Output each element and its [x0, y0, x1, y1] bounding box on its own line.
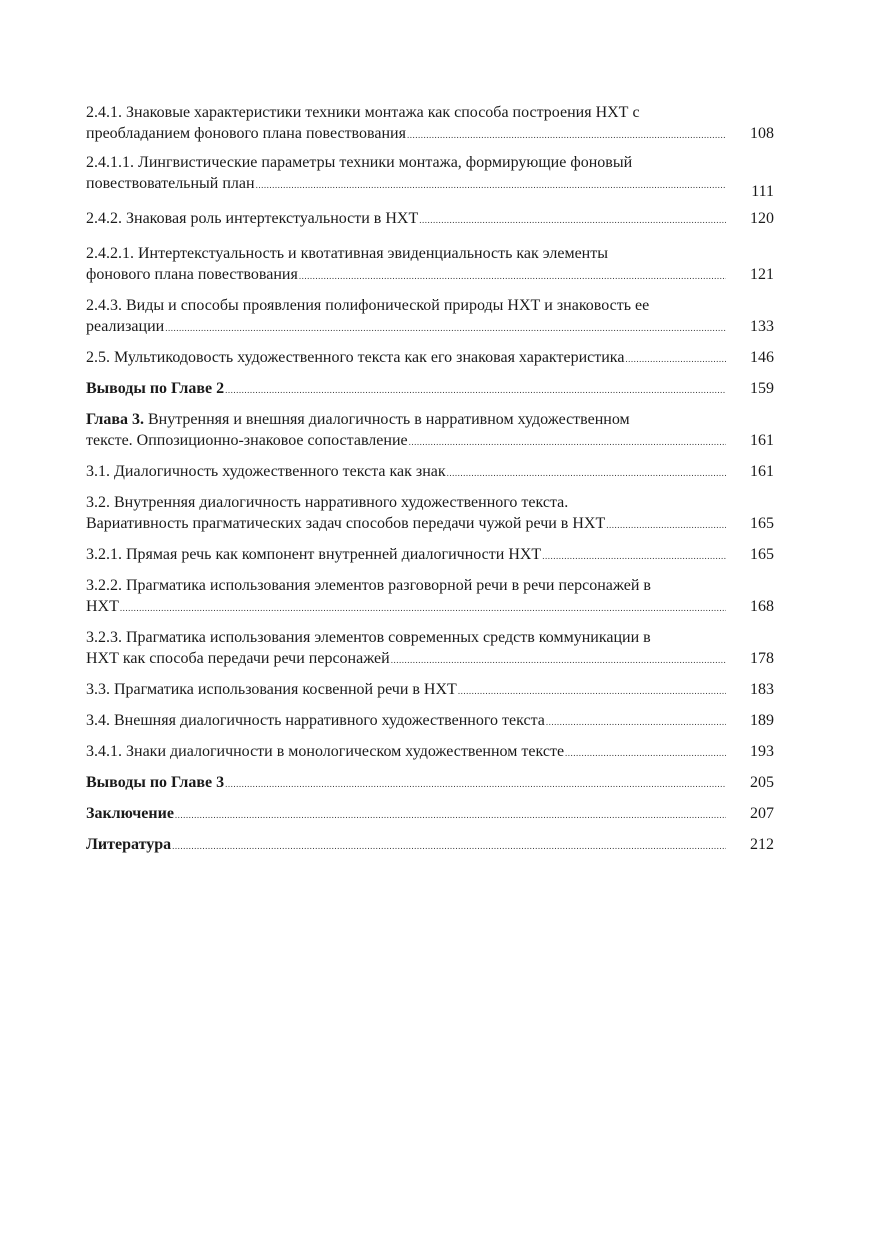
toc-line: Выводы по Главе 2	[86, 380, 225, 397]
page-number: 159	[750, 380, 774, 397]
page-number: 133	[750, 318, 774, 335]
toc-entry[interactable]	[86, 575, 774, 617]
toc-line: 2.4.2.1. Интертекстуальность и квотативная эвиденциальность как элементы	[86, 245, 608, 262]
page-number: 178	[750, 650, 774, 667]
toc-line: 2.4.1. Знаковые характеристики техники монтажа как способа построения НХТ с	[86, 104, 640, 121]
toc-line: реализации	[86, 318, 165, 335]
toc-entry[interactable]	[86, 208, 774, 229]
dot-leader	[419, 216, 726, 225]
page-number: 193	[750, 743, 774, 760]
toc-line: 2.4.1.1. Лингвистические параметры техники монтажа, формирующие фоновый	[86, 154, 633, 171]
page-number: 205	[750, 774, 774, 791]
toc-line: Внутренняя и внешняя диалогичность в нарративном художественном	[144, 411, 630, 428]
toc-line: 2.4.2. Знаковая роль интертекстуальности в НХТ	[86, 210, 419, 227]
toc-line: 3.3. Прагматика использования косвенной речи в НХТ	[86, 681, 457, 698]
dot-leader	[175, 811, 726, 820]
page-number: 146	[750, 349, 774, 366]
page-number: 108	[750, 125, 774, 142]
dot-leader	[458, 687, 726, 696]
page-number: 183	[750, 681, 774, 698]
toc-line: 3.2. Внутренняя диалогичность нарративного художественного текста.	[86, 494, 569, 511]
page-number: 121	[750, 266, 774, 283]
dot-leader	[225, 386, 726, 395]
toc-entry[interactable]	[86, 772, 774, 793]
toc-line: 3.2.1. Прямая речь как компонент внутренней диалогичности НХТ	[86, 546, 542, 563]
toc-line: 2.5. Мультикодовость художественного текста как его знаковая характеристика	[86, 349, 625, 366]
toc-entry[interactable]	[86, 741, 774, 762]
dot-leader	[409, 438, 726, 447]
page-number: 120	[750, 210, 774, 227]
dot-leader	[256, 181, 726, 190]
dot-leader	[447, 469, 726, 478]
page-number: 161	[750, 463, 774, 480]
toc-line: 3.2.3. Прагматика использования элементов современных средств коммуникации в	[86, 629, 651, 646]
page-number: 111	[751, 183, 774, 200]
page-number: 161	[750, 432, 774, 449]
dot-leader	[120, 604, 726, 613]
toc-line: 3.4. Внешняя диалогичность нарративного художественного текста	[86, 712, 545, 729]
toc-line: повествовательный план	[86, 175, 255, 192]
dot-leader	[165, 324, 726, 333]
page-number: 168	[750, 598, 774, 615]
dot-leader	[542, 552, 726, 561]
toc-line: 3.4.1. Знаки диалогичности в монологическом художественном тексте	[86, 743, 565, 760]
toc-line: тексте. Оппозиционно-знаковое сопоставление	[86, 432, 408, 449]
dot-leader	[625, 355, 726, 364]
toc-entry[interactable]	[86, 152, 774, 200]
toc-line: Выводы по Главе 3	[86, 774, 225, 791]
toc-entry[interactable]	[86, 409, 774, 451]
toc-entry[interactable]	[86, 710, 774, 731]
toc-line: 2.4.3. Виды и способы проявления полифонической природы НХТ и знаковость ее	[86, 297, 650, 314]
toc-entry[interactable]	[86, 834, 774, 855]
toc-entry[interactable]	[86, 102, 774, 144]
toc-entry[interactable]	[86, 803, 774, 824]
page-number: 165	[750, 546, 774, 563]
toc-entry[interactable]	[86, 627, 774, 669]
table-of-contents	[86, 102, 774, 863]
toc-line: Литература	[86, 836, 172, 853]
toc-entry[interactable]	[86, 378, 774, 399]
page-number: 212	[750, 836, 774, 853]
dot-leader	[225, 780, 726, 789]
dot-leader	[407, 131, 726, 140]
dot-leader	[606, 521, 726, 530]
toc-entry[interactable]	[86, 347, 774, 368]
page-number: 189	[750, 712, 774, 729]
dot-leader	[299, 272, 726, 281]
toc-line: 3.2.2. Прагматика использования элементов разговорной речи в речи персонажей в	[86, 577, 651, 594]
dot-leader	[172, 842, 726, 851]
dot-leader	[391, 656, 726, 665]
toc-line: НХТ	[86, 598, 119, 615]
dot-leader	[565, 749, 726, 758]
toc-line: Заключение	[86, 805, 174, 822]
chapter-label: Глава 3.	[86, 411, 144, 428]
dot-leader	[546, 718, 726, 727]
toc-line: Вариативность прагматических задач способов передачи чужой речи в НХТ	[86, 515, 606, 532]
toc-line: НХТ как способа передачи речи персонажей	[86, 650, 390, 667]
toc-line: 3.1. Диалогичность художественного текста как знак	[86, 463, 446, 480]
toc-entry[interactable]	[86, 679, 774, 700]
toc-entry[interactable]	[86, 461, 774, 482]
toc-line: фонового плана повествования	[86, 266, 298, 283]
toc-line: преобладанием фонового плана повествования	[86, 125, 406, 142]
toc-entry[interactable]	[86, 243, 774, 285]
toc-entry[interactable]	[86, 295, 774, 337]
page-number: 207	[750, 805, 774, 822]
page-number: 165	[750, 515, 774, 532]
toc-entry[interactable]	[86, 544, 774, 565]
toc-entry[interactable]	[86, 492, 774, 534]
